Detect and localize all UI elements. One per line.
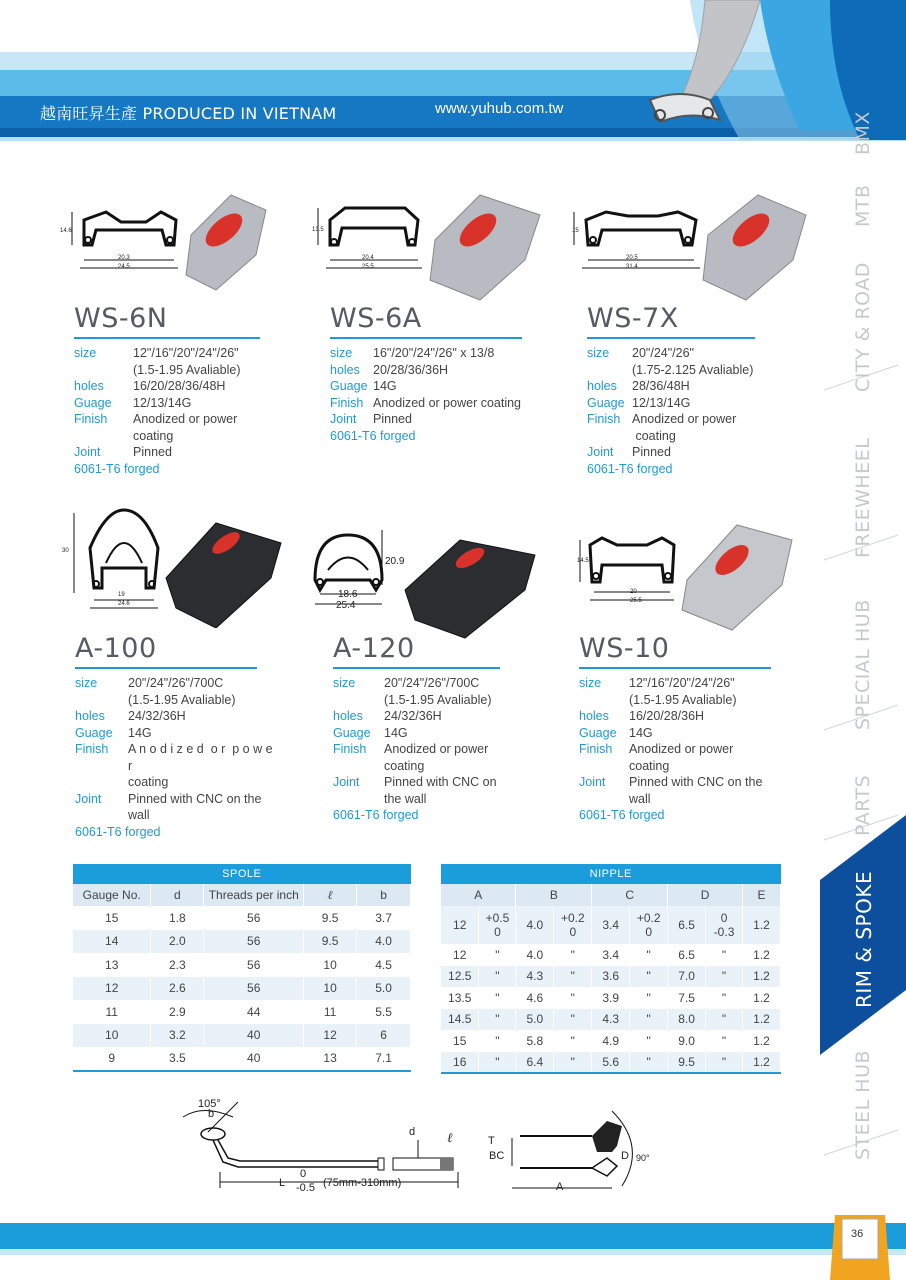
spec-value: 28/36/48H <box>632 379 690 393</box>
spec-key: Joint <box>587 445 614 459</box>
table-cell: 1.8 <box>151 906 204 930</box>
table-cell: 5.0 <box>357 977 411 1001</box>
spec-value: 16/20/28/36/48H <box>133 379 226 393</box>
table-cell: " <box>479 1052 516 1074</box>
table-cell: " <box>479 1030 516 1052</box>
header-origin-text: 越南旺昇生產 PRODUCED IN VIETNAM <box>40 104 337 123</box>
spoke-d-label: d <box>409 1126 416 1138</box>
spec-value: 14G <box>373 379 397 393</box>
spec-value: 16/20/28/36H <box>629 709 705 723</box>
a120-dim-inner: 18.6 <box>338 589 358 600</box>
ws7x-dim-inner: 20.5 <box>626 255 638 261</box>
a100-rim-illustration <box>66 508 296 628</box>
table-cell: " <box>706 1030 743 1052</box>
spec-list <box>579 675 779 807</box>
spec-key: size <box>333 676 356 690</box>
spec-value: Pinned with CNC on the wall <box>384 775 497 806</box>
spec-key: Joint <box>330 412 357 426</box>
table-cell: 12 <box>304 1024 357 1048</box>
nipple-title: NIPPLE <box>441 864 781 884</box>
spec-key: Guage <box>333 725 371 740</box>
spec-value: 24/32/36H <box>384 709 442 723</box>
spec-key: holes <box>333 709 363 723</box>
table-cell: " <box>630 1052 668 1074</box>
table-cell: 2.9 <box>151 1000 204 1024</box>
table-cell: 14 <box>73 930 151 954</box>
table-cell: 1.2 <box>743 1030 781 1052</box>
table-cell: 9 <box>73 1047 151 1071</box>
table-cell: 5.5 <box>357 1000 411 1024</box>
tab-freewheel[interactable]: FREEWHEEL <box>852 437 874 558</box>
spec-value: Pinned with CNC on the wall <box>629 775 763 806</box>
table-cell: 8.0 <box>668 1009 706 1031</box>
table-cell: 44 <box>204 1000 304 1024</box>
spec-key: holes <box>579 709 609 723</box>
table-row <box>441 944 781 966</box>
spec-key: holes <box>75 709 105 723</box>
table-cell: 3.6 <box>592 966 630 988</box>
ws10-dim-height: 14.5 <box>577 558 589 564</box>
table-cell: " <box>630 987 668 1009</box>
table-cell: 5.6 <box>592 1052 630 1074</box>
product-rule <box>579 667 771 669</box>
table-cell: 1.2 <box>743 966 781 988</box>
spec-key: size <box>74 346 97 360</box>
a120-rim-illustration <box>300 520 550 640</box>
product-name: A-100 <box>75 633 157 664</box>
table-cell: " <box>706 987 743 1009</box>
table-cell: 4.3 <box>592 1009 630 1031</box>
table-cell: 11 <box>304 1000 357 1024</box>
table-cell: 2.6 <box>151 977 204 1001</box>
product-name: WS-6N <box>74 303 168 334</box>
tab-rim-spoke[interactable]: RIM & SPOKE <box>852 870 876 1008</box>
nipple-d-label: D <box>621 1150 629 1162</box>
ws6n-rim-illustration <box>66 190 276 300</box>
table-cell: 12 <box>441 906 479 944</box>
table-cell: 14.5 <box>441 1009 479 1031</box>
table-cell: " <box>554 944 592 966</box>
table-cell: 40 <box>204 1024 304 1048</box>
spec-value: 20/28/36/36H <box>373 362 449 377</box>
table-cell: 11 <box>73 1000 151 1024</box>
spec-value: 20"/24"/26"/700C (1.5-1.95 Avaliable) <box>128 676 236 707</box>
table-cell: 4.6 <box>516 987 554 1009</box>
product-name: WS-6A <box>330 303 422 334</box>
spole-header-l: ℓ <box>304 884 357 906</box>
table-cell: 7.1 <box>357 1047 411 1071</box>
material-note: 6061-T6 forged <box>579 808 665 822</box>
table-cell: " <box>630 1009 668 1031</box>
material-note: 6061-T6 forged <box>75 824 161 839</box>
ws10-rim-illustration <box>572 520 812 635</box>
tab-bmx[interactable]: BMX <box>852 111 874 155</box>
table-cell: 0 -0.3 <box>706 906 743 944</box>
spec-key: Joint <box>75 791 102 806</box>
tab-steel-hub[interactable]: STEEL HUB <box>852 1049 874 1160</box>
spec-key: holes <box>587 379 617 393</box>
table-cell: 3.9 <box>592 987 630 1009</box>
spole-header-b: b <box>357 884 411 906</box>
table-cell: 2.0 <box>151 930 204 954</box>
spoke-length-label: L <box>279 1177 286 1189</box>
table-cell: 2.3 <box>151 953 204 977</box>
nipple-t-label: T <box>488 1135 495 1147</box>
product-rule <box>587 337 755 339</box>
spec-key: Finish <box>75 742 109 756</box>
header-url: www.yuhub.com.tw <box>435 100 564 117</box>
table-row <box>73 1047 411 1071</box>
ws10-dim-outer: 25.5 <box>630 598 642 604</box>
table-cell: 5.0 <box>516 1009 554 1031</box>
spec-value: Anodized or power coating <box>133 412 238 443</box>
spec-value: Pinned <box>373 412 412 426</box>
table-cell: 56 <box>204 906 304 930</box>
tab-mtb[interactable]: MTB <box>852 184 874 227</box>
table-cell: +0.2 0 <box>554 906 592 944</box>
table-cell: " <box>479 987 516 1009</box>
table-cell: 15 <box>441 1030 479 1052</box>
table-cell: 12 <box>441 944 479 966</box>
nipple-header-c: C <box>592 884 668 906</box>
table-row <box>441 1052 781 1074</box>
spec-value: Pinned with CNC on the wall <box>128 791 262 822</box>
spec-value: Anodized or power coating <box>632 412 737 443</box>
product-name: WS-10 <box>579 633 670 664</box>
ws7x-dim-outer: 31.4 <box>626 264 638 270</box>
spoke-range-label: (75mm-310mm) <box>323 1177 402 1189</box>
ws6n-dim-inner: 20.3 <box>118 255 130 261</box>
spec-key: Finish <box>579 742 613 756</box>
tab-parts[interactable]: PARTS <box>852 774 874 836</box>
spec-list <box>74 345 264 461</box>
table-cell: 12.5 <box>441 966 479 988</box>
spec-key: Joint <box>579 775 606 789</box>
spec-value: 12/13/14G <box>632 395 691 410</box>
table-cell: 6 <box>357 1024 411 1048</box>
spec-value: Anodized or power coating <box>373 395 522 410</box>
spec-list <box>75 675 275 824</box>
table-cell: " <box>479 944 516 966</box>
spec-key: size <box>75 676 98 690</box>
a100-dim-height: 30 <box>62 548 69 554</box>
spole-header-gauge: Gauge No. <box>73 884 151 906</box>
table-cell: " <box>554 1009 592 1031</box>
product-rule <box>74 337 260 339</box>
table-cell: " <box>706 1052 743 1074</box>
spoke-angle-label: 105° <box>198 1098 221 1110</box>
spec-value: A n o d i z e d o r p o w e r coating <box>128 742 273 789</box>
spec-value: 16"/20"/24"/26" x 13/8 <box>373 346 495 360</box>
table-cell: " <box>630 944 668 966</box>
table-row <box>441 1030 781 1052</box>
product-ws10 <box>579 632 779 824</box>
product-a100 <box>75 632 275 840</box>
footer-band <box>0 1215 906 1280</box>
product-ws6a <box>330 302 530 444</box>
table-cell: 56 <box>204 930 304 954</box>
table-cell: 10 <box>304 953 357 977</box>
spec-key: Joint <box>74 445 101 459</box>
table-cell: " <box>554 987 592 1009</box>
table-cell: 1.2 <box>743 1009 781 1031</box>
table-row <box>73 1024 411 1048</box>
nipple-header-a: A <box>441 884 516 906</box>
ws6a-dim-outer: 25.5 <box>362 264 374 270</box>
spec-list <box>333 675 513 807</box>
table-cell: 7.5 <box>668 987 706 1009</box>
table-cell: 9.5 <box>304 930 357 954</box>
spec-value: 12"/16"/20"/24"/26" (1.5-1.95 Avaliable) <box>629 676 737 707</box>
spec-key: Finish <box>330 395 364 410</box>
nipple-table <box>441 864 781 1074</box>
table-row <box>73 930 411 954</box>
table-cell: 3.5 <box>151 1047 204 1071</box>
spec-value: 20"/24"/26"/700C (1.5-1.95 Avaliable) <box>384 676 492 707</box>
table-cell: 7.0 <box>668 966 706 988</box>
nipple-header-e: E <box>743 884 781 906</box>
table-cell: 3.4 <box>592 944 630 966</box>
spoke-tolerance-bottom: -0.5 <box>296 1182 315 1194</box>
spec-value: 14G <box>629 725 653 740</box>
spec-value: Anodized or power coating <box>384 742 489 773</box>
table-cell: " <box>554 1052 592 1074</box>
spoke-l-label: ℓ <box>447 1131 453 1146</box>
spec-key: Finish <box>74 412 108 426</box>
table-cell: +0.2 0 <box>630 906 668 944</box>
ws6n-dim-height: 14.6 <box>60 228 72 234</box>
spec-key: holes <box>330 362 360 377</box>
spole-table <box>73 864 411 1072</box>
spec-key: size <box>330 346 353 360</box>
spec-key: Guage <box>579 725 617 740</box>
table-cell: 15 <box>73 906 151 930</box>
table-cell: 3.2 <box>151 1024 204 1048</box>
table-cell: +0.5 0 <box>479 906 516 944</box>
ws7x-rim-illustration <box>568 190 808 305</box>
a100-dim-outer: 24.6 <box>118 601 130 607</box>
table-cell: 3.4 <box>592 906 630 944</box>
spec-value: 12"/16"/20"/24"/26" (1.5-1.95 Avaliable) <box>133 346 241 377</box>
spec-list <box>330 345 530 428</box>
product-ws6n <box>74 302 264 477</box>
table-cell: 1.2 <box>743 1052 781 1074</box>
table-cell: 6.5 <box>668 906 706 944</box>
a100-dim-inner: 19 <box>118 592 125 598</box>
material-note: 6061-T6 forged <box>330 428 416 443</box>
table-cell: 4.9 <box>592 1030 630 1052</box>
spec-list <box>587 345 767 461</box>
spec-key: Guage <box>75 725 113 740</box>
table-cell: " <box>479 1009 516 1031</box>
spec-key: holes <box>74 379 104 393</box>
page-number: 36 <box>851 1228 864 1240</box>
table-cell: 6.5 <box>668 944 706 966</box>
spole-header-threads: Threads per inch <box>204 884 304 906</box>
table-cell: 6.4 <box>516 1052 554 1074</box>
table-cell: 12 <box>73 977 151 1001</box>
nipple-diagram <box>482 1106 662 1201</box>
table-cell: 4.0 <box>516 906 554 944</box>
table-cell: 5.8 <box>516 1030 554 1052</box>
spoke-tolerance-top: 0 <box>300 1168 307 1180</box>
header-banner <box>0 0 906 160</box>
table-cell: 56 <box>204 977 304 1001</box>
table-cell: " <box>706 1009 743 1031</box>
ws6a-dim-inner: 20.4 <box>362 255 374 261</box>
ws10-dim-inner: 20 <box>630 589 637 595</box>
spole-title: SPOLE <box>73 864 411 884</box>
spec-key: Guage <box>74 395 112 410</box>
spec-key: Guage <box>587 395 625 410</box>
table-row <box>441 1009 781 1031</box>
product-rule <box>333 667 500 669</box>
table-cell: 4.5 <box>357 953 411 977</box>
table-cell: 9.5 <box>304 906 357 930</box>
table-row <box>441 987 781 1009</box>
ws7x-dim-height: 15 <box>572 228 579 234</box>
product-rule <box>75 667 257 669</box>
product-a120 <box>333 632 513 824</box>
ws6a-rim-illustration <box>310 190 550 305</box>
ws6a-dim-height: 13.5 <box>312 227 324 233</box>
table-cell: 4.3 <box>516 966 554 988</box>
table-cell: 1.2 <box>743 944 781 966</box>
spec-value: Anodized or power coating <box>629 742 734 773</box>
table-cell: 13 <box>73 953 151 977</box>
spole-header-d: d <box>151 884 204 906</box>
nipple-angle-label: 90° <box>636 1153 650 1163</box>
ws6n-dim-outer: 24.5 <box>118 264 130 270</box>
table-cell: " <box>706 966 743 988</box>
table-row <box>73 953 411 977</box>
table-cell: " <box>554 1030 592 1052</box>
table-cell: 10 <box>73 1024 151 1048</box>
table-cell: 13 <box>304 1047 357 1071</box>
table-cell: 4.0 <box>357 930 411 954</box>
tab-city-road[interactable]: CITY & ROAD <box>852 262 874 392</box>
table-cell: " <box>554 966 592 988</box>
tab-special-hub[interactable]: SPECIAL HUB <box>852 599 874 730</box>
table-cell: 3.7 <box>357 906 411 930</box>
product-rule <box>330 337 522 339</box>
spec-value: 12/13/14G <box>133 395 192 410</box>
table-cell: 1.2 <box>743 906 781 944</box>
table-row <box>441 966 781 988</box>
spec-value: 14G <box>384 725 408 740</box>
material-note: 6061-T6 forged <box>587 461 673 476</box>
spec-key: Guage <box>330 379 368 393</box>
spec-key: size <box>579 676 602 690</box>
table-cell: 56 <box>204 953 304 977</box>
nipple-header-b: B <box>516 884 592 906</box>
a120-dim-height: 20.9 <box>385 556 405 567</box>
spec-value: Pinned <box>632 445 671 459</box>
product-name: WS-7X <box>587 303 679 334</box>
nipple-header-d: D <box>668 884 743 906</box>
table-cell: " <box>479 966 516 988</box>
table-cell: 16 <box>441 1052 479 1074</box>
spoke-b-label: b <box>208 1108 215 1120</box>
table-cell: 13.5 <box>441 987 479 1009</box>
nipple-bc-label: BC <box>489 1150 505 1162</box>
table-row <box>73 977 411 1001</box>
table-cell: " <box>630 966 668 988</box>
table-cell: 9.5 <box>668 1052 706 1074</box>
table-cell: " <box>706 944 743 966</box>
material-note: 6061-T6 forged <box>74 461 160 476</box>
material-note: 6061-T6 forged <box>333 808 419 822</box>
product-name: A-120 <box>333 633 415 664</box>
a120-dim-outer: 25.4 <box>336 600 356 611</box>
spec-value: Pinned <box>133 445 172 459</box>
table-cell: 9.0 <box>668 1030 706 1052</box>
spec-value: 20"/24"/26" (1.75-2.125 Avaliable) <box>632 346 754 377</box>
nipple-a-label: A <box>556 1181 564 1193</box>
table-cell: " <box>630 1030 668 1052</box>
spec-value: 24/32/36H <box>128 709 186 723</box>
table-row <box>441 906 781 944</box>
spec-key: Finish <box>333 742 367 756</box>
spec-key: Joint <box>333 775 360 789</box>
spec-key: size <box>587 346 610 360</box>
table-row <box>73 1000 411 1024</box>
table-cell: 4.0 <box>516 944 554 966</box>
table-cell: 40 <box>204 1047 304 1071</box>
table-cell: 1.2 <box>743 987 781 1009</box>
product-ws7x <box>587 302 767 477</box>
spec-value: 14G <box>128 725 152 740</box>
spec-key: Finish <box>587 412 621 426</box>
table-cell: 10 <box>304 977 357 1001</box>
table-row <box>73 906 411 930</box>
